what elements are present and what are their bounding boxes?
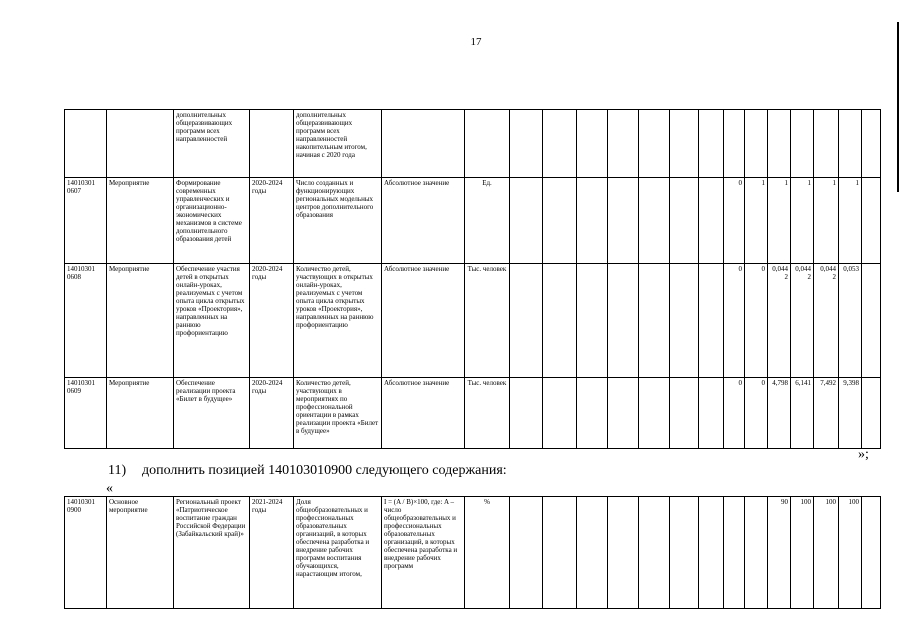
code-cell: 14010301 0608 xyxy=(65,264,107,378)
name-cell: Обеспечение реализации проекта «Билет в будущее» xyxy=(174,378,250,449)
amendment-line xyxy=(108,463,507,479)
value-cell: 1 xyxy=(768,178,791,264)
name-cell: Обеспечение участия детей в открытых онлайн-уроках, реализуемых с учетом опыта цикла открытых уроков «Проектория», направленных на раннюю профориентацию xyxy=(174,264,250,378)
method-cell: Абсолютное значение xyxy=(382,264,465,378)
empty-cell xyxy=(543,497,577,609)
amendment-number: 11) xyxy=(108,463,127,478)
empty-cell xyxy=(510,178,543,264)
opening-quote: « xyxy=(106,481,113,496)
value-cell: 1 xyxy=(814,178,839,264)
empty-cell xyxy=(639,178,670,264)
code-cell: 14010301 0609 xyxy=(65,378,107,449)
type-cell: Мероприятие xyxy=(107,178,174,264)
value-cell xyxy=(839,110,862,178)
lower-table xyxy=(64,496,881,609)
unit-cell: Тыс. человек xyxy=(465,264,510,378)
empty-cell xyxy=(862,264,881,378)
empty-cell xyxy=(670,497,699,609)
table-row xyxy=(65,264,881,378)
method-cell: Абсолютное значение xyxy=(382,378,465,449)
value-cell xyxy=(768,110,791,178)
empty-cell xyxy=(577,178,608,264)
value-cell: 100 xyxy=(814,497,839,609)
code-cell: 14010301 0607 xyxy=(65,178,107,264)
value-cell: 7,492 xyxy=(814,378,839,449)
empty-cell xyxy=(699,178,724,264)
period-cell xyxy=(250,110,294,178)
empty-cell xyxy=(577,264,608,378)
period-cell: 2020-2024 годы xyxy=(250,264,294,378)
empty-cell xyxy=(543,110,577,178)
indicator-cell: Количество детей, участвующих в открытых онлайн-уроках, реализуемых с учетом опыта цикла открытых уроков «Проектория», направленных на раннюю профориентацию xyxy=(294,264,382,378)
value-cell: 1 xyxy=(839,178,862,264)
period-cell: 2020-2024 годы xyxy=(250,378,294,449)
empty-cell xyxy=(699,378,724,449)
value-cell: 0 xyxy=(724,178,745,264)
empty-cell xyxy=(862,378,881,449)
unit-cell: Тыс. человек xyxy=(465,378,510,449)
value-cell xyxy=(791,110,814,178)
table-row xyxy=(65,497,881,609)
empty-cell xyxy=(699,110,724,178)
method-cell: I = (A / B)×100, где: A – число общеобразовательных и профессиональных образовательных организаций, в которых обеспечена разработка и внедрение рабочих программ xyxy=(382,497,465,609)
name-cell: Региональный проект «Патриотическое воспитание граждан Российской Федерации (Забайкальский край)» xyxy=(174,497,250,609)
code-cell: 14010301 0900 xyxy=(65,497,107,609)
empty-cell xyxy=(699,264,724,378)
indicator-cell: дополнительных общеразвивающих программ всех направленностей накопительным итогом, начиная с 2020 года xyxy=(294,110,382,178)
table-row xyxy=(65,178,881,264)
empty-cell xyxy=(639,378,670,449)
type-cell: Мероприятие xyxy=(107,378,174,449)
empty-cell xyxy=(577,378,608,449)
empty-cell xyxy=(862,178,881,264)
value-cell: 90 xyxy=(768,497,791,609)
empty-cell xyxy=(724,497,745,609)
empty-cell xyxy=(608,497,639,609)
value-cell: 0,044 2 xyxy=(791,264,814,378)
empty-cell xyxy=(745,497,768,609)
empty-cell xyxy=(670,110,699,178)
empty-cell xyxy=(510,497,543,609)
empty-cell xyxy=(510,110,543,178)
value-cell: 0,044 2 xyxy=(768,264,791,378)
code-cell xyxy=(65,110,107,178)
empty-cell xyxy=(608,264,639,378)
value-cell: 0 xyxy=(745,264,768,378)
value-cell: 0 xyxy=(724,264,745,378)
value-cell: 6,141 xyxy=(791,378,814,449)
empty-cell xyxy=(510,264,543,378)
indicator-cell: Число созданных и функционирующих региональных модельных центров дополнительного образования xyxy=(294,178,382,264)
empty-cell xyxy=(670,178,699,264)
unit-cell xyxy=(465,110,510,178)
value-cell xyxy=(724,110,745,178)
empty-cell xyxy=(543,264,577,378)
period-cell: 2021-2024 годы xyxy=(250,497,294,609)
value-cell: 1 xyxy=(791,178,814,264)
name-cell: Формирование современных управленческих и организационно-экономических механизмов в системе дополнительного образования детей xyxy=(174,178,250,264)
empty-cell xyxy=(608,378,639,449)
upper-table xyxy=(64,109,881,449)
value-cell: 0 xyxy=(745,378,768,449)
empty-cell xyxy=(608,110,639,178)
empty-cell xyxy=(639,110,670,178)
page-edge-line xyxy=(897,22,899,192)
table-row xyxy=(65,378,881,449)
empty-cell xyxy=(543,178,577,264)
empty-cell xyxy=(639,264,670,378)
type-cell xyxy=(107,110,174,178)
indicator-cell: Количество детей, участвующих в мероприятиях по профессиональной ориентации в рамках реализации проекта «Билет в будущее» xyxy=(294,378,382,449)
method-cell xyxy=(382,110,465,178)
value-cell: 0,044 2 xyxy=(814,264,839,378)
value-cell: 100 xyxy=(839,497,862,609)
table-row xyxy=(65,110,881,178)
value-cell: 0,053 xyxy=(839,264,862,378)
value-cell: 4,798 xyxy=(768,378,791,449)
value-cell xyxy=(745,110,768,178)
period-cell: 2020-2024 годы xyxy=(250,178,294,264)
value-cell: 9,398 xyxy=(839,378,862,449)
empty-cell xyxy=(639,497,670,609)
empty-cell xyxy=(862,497,881,609)
method-cell: Абсолютное значение xyxy=(382,178,465,264)
amendment-text: дополнить позицией 140103010900 следующего содержания: xyxy=(142,463,507,478)
empty-cell xyxy=(543,378,577,449)
empty-cell xyxy=(577,110,608,178)
closing-quote: »; xyxy=(858,447,869,462)
value-cell xyxy=(814,110,839,178)
empty-cell xyxy=(608,178,639,264)
empty-cell xyxy=(510,378,543,449)
value-cell: 0 xyxy=(724,378,745,449)
unit-cell: Ед. xyxy=(465,178,510,264)
indicator-cell: Доля общеобразовательных и профессиональных образовательных организаций, в которых обеспечена разработка и внедрение рабочих программ воспитания обучающихся, нарастающим итогом, xyxy=(294,497,382,609)
unit-cell: % xyxy=(465,497,510,609)
type-cell: Основное мероприятие xyxy=(107,497,174,609)
value-cell: 1 xyxy=(745,178,768,264)
empty-cell xyxy=(862,110,881,178)
empty-cell xyxy=(670,378,699,449)
type-cell: Мероприятие xyxy=(107,264,174,378)
empty-cell xyxy=(699,497,724,609)
empty-cell xyxy=(577,497,608,609)
name-cell: дополнительных общеразвивающих программ всех направленностей xyxy=(174,110,250,178)
value-cell: 100 xyxy=(791,497,814,609)
page-number: 17 xyxy=(470,36,482,48)
empty-cell xyxy=(670,264,699,378)
